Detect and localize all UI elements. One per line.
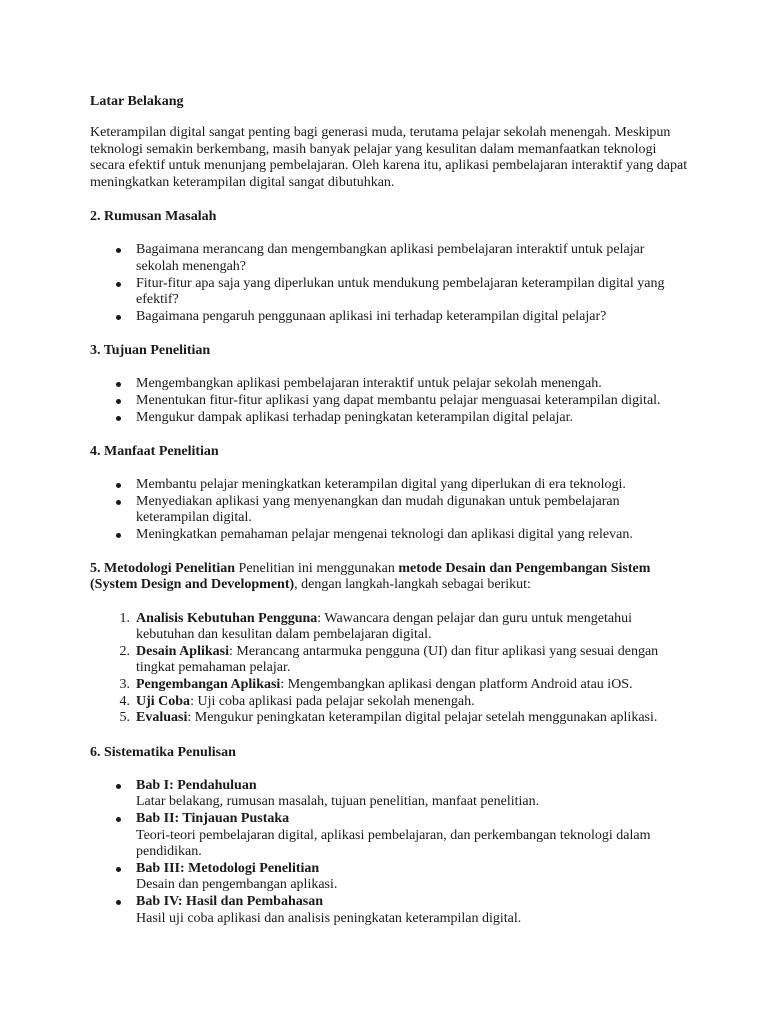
list-item: Mengembangkan aplikasi pembelajaran interaktif untuk pelajar sekolah menengah. — [136, 376, 690, 393]
sistematika-section — [90, 744, 690, 927]
list-item: Meningkatkan pemahaman pelajar mengenai teknologi dan aplikasi digital yang relevan. — [136, 527, 690, 544]
list-item: Menyediakan aplikasi yang menyenangkan dan mudah digunakan untuk pembelajaran keterampilan digital. — [136, 494, 690, 527]
list-item — [136, 778, 690, 811]
tujuan-list — [90, 376, 690, 426]
chapter-title: Bab IV: Hasil dan Pembahasan — [136, 894, 323, 909]
chapter-title: Bab I: Pendahuluan — [136, 777, 257, 793]
step-text: : Wawancara dengan pelajar dan guru untuk mengetahui kebutuhan dan kesulitan dalam pembelajaran digital. — [136, 610, 632, 643]
metodologi-paragraph — [90, 561, 690, 594]
step-number: 5. — [119, 710, 130, 726]
chapter-desc: Hasil uji coba aplikasi dan analisis peningkatan keterampilan digital. — [136, 910, 522, 926]
list-item: Mengukur dampak aplikasi terhadap peningkatan keterampilan digital pelajar. — [136, 410, 690, 427]
list-item — [119, 693, 690, 711]
document-page — [90, 93, 690, 927]
rumusan-section — [90, 208, 690, 325]
metodologi-heading: 5. Metodologi Penelitian — [90, 560, 236, 576]
manfaat-section — [90, 443, 690, 543]
tujuan-section — [90, 342, 690, 426]
manfaat-heading: 4. Manfaat Penelitian — [90, 444, 219, 460]
metodologi-method: metode Desain dan Pengembangan Sistem (System Design and Development) — [90, 560, 651, 593]
sistematika-list — [90, 778, 690, 927]
list-item — [136, 811, 690, 861]
step-number: 3. — [119, 677, 130, 693]
step-title: Pengembangan Aplikasi — [136, 677, 281, 693]
sistematika-heading: 6. Sistematika Penulisan — [90, 744, 236, 760]
step-title: Evaluasi — [136, 710, 188, 726]
list-item: Membantu pelajar meningkatkan keterampilan digital yang diperlukan di era teknologi. — [136, 477, 690, 494]
list-item: Bagaimana pengaruh penggunaan aplikasi ini terhadap keterampilan digital pelajar? — [136, 309, 690, 326]
step-title: Analisis Kebutuhan Pengguna — [136, 610, 318, 626]
metodologi-section — [90, 561, 690, 727]
list-item — [119, 677, 690, 694]
step-number: 4. — [119, 693, 130, 709]
step-text: : Mengukur peningkatan keterampilan digital pelajar setelah menggunakan aplikasi. — [187, 710, 658, 726]
tujuan-heading: 3. Tujuan Penelitian — [90, 343, 211, 359]
chapter-title: Bab II: Tinjauan Pustaka — [136, 811, 290, 827]
metodologi-intro-a: Penelitian ini menggunakan — [235, 560, 399, 576]
chapter-title: Bab III: Metodologi Penelitian — [136, 860, 320, 876]
list-item — [136, 861, 690, 894]
step-text: : Merancang antarmuka pengguna (UI) dan fitur aplikasi yang sesuai dengan tingkat pemahaman pelajar. — [136, 643, 659, 676]
chapter-desc: Desain dan pengembangan aplikasi. — [136, 877, 338, 893]
metodologi-steps — [90, 611, 690, 727]
list-item: Menentukan fitur-fitur aplikasi yang dapat membantu pelajar menguasai keterampilan digital. — [136, 393, 690, 410]
chapter-desc: Teori-teori pembelajaran digital, aplikasi pembelajaran, dan perkembangan teknologi dalam pendidikan. — [136, 827, 651, 860]
list-item — [119, 710, 690, 727]
list-item: Fitur-fitur apa saja yang diperlukan untuk mendukung pembelajaran keterampilan digital yang efektif? — [136, 276, 690, 309]
list-item: Bagaimana merancang dan mengembangkan aplikasi pembelajaran interaktif untuk pelajar sekolah menengah? — [136, 242, 690, 275]
latar-paragraph: Keterampilan digital sangat penting bagi generasi muda, terutama pelajar sekolah menengah. Meskipun teknologi semakin berkembang, masih banyak pelajar yang kesulitan dalam memanfaatkan teknologi secara efektif untuk menunjang pembelajaran. Oleh karena itu, aplikasi pembelajaran interaktif yang dapat meningkatkan keterampilan digital sangat dibutuhkan. — [90, 125, 688, 190]
step-text: : Mengembangkan aplikasi dengan platform Android atau iOS. — [280, 677, 633, 693]
step-number: 1. — [119, 610, 130, 626]
step-text: : Uji coba aplikasi pada pelajar sekolah menengah. — [190, 693, 475, 709]
chapter-desc: Latar belakang, rumusan masalah, tujuan penelitian, manfaat penelitian. — [136, 794, 540, 810]
step-title: Desain Aplikasi — [136, 643, 229, 659]
step-title: Uji Coba — [136, 693, 191, 709]
rumusan-list — [90, 242, 690, 325]
metodologi-intro-b: , dengan langkah-langkah sebagai berikut: — [294, 577, 531, 593]
step-number: 2. — [119, 643, 130, 659]
rumusan-heading: 2. Rumusan Masalah — [90, 209, 217, 225]
list-item — [119, 610, 690, 644]
manfaat-list — [90, 477, 690, 543]
list-item — [136, 894, 690, 927]
latar-heading: Latar Belakang — [90, 94, 184, 109]
list-item — [119, 643, 690, 677]
